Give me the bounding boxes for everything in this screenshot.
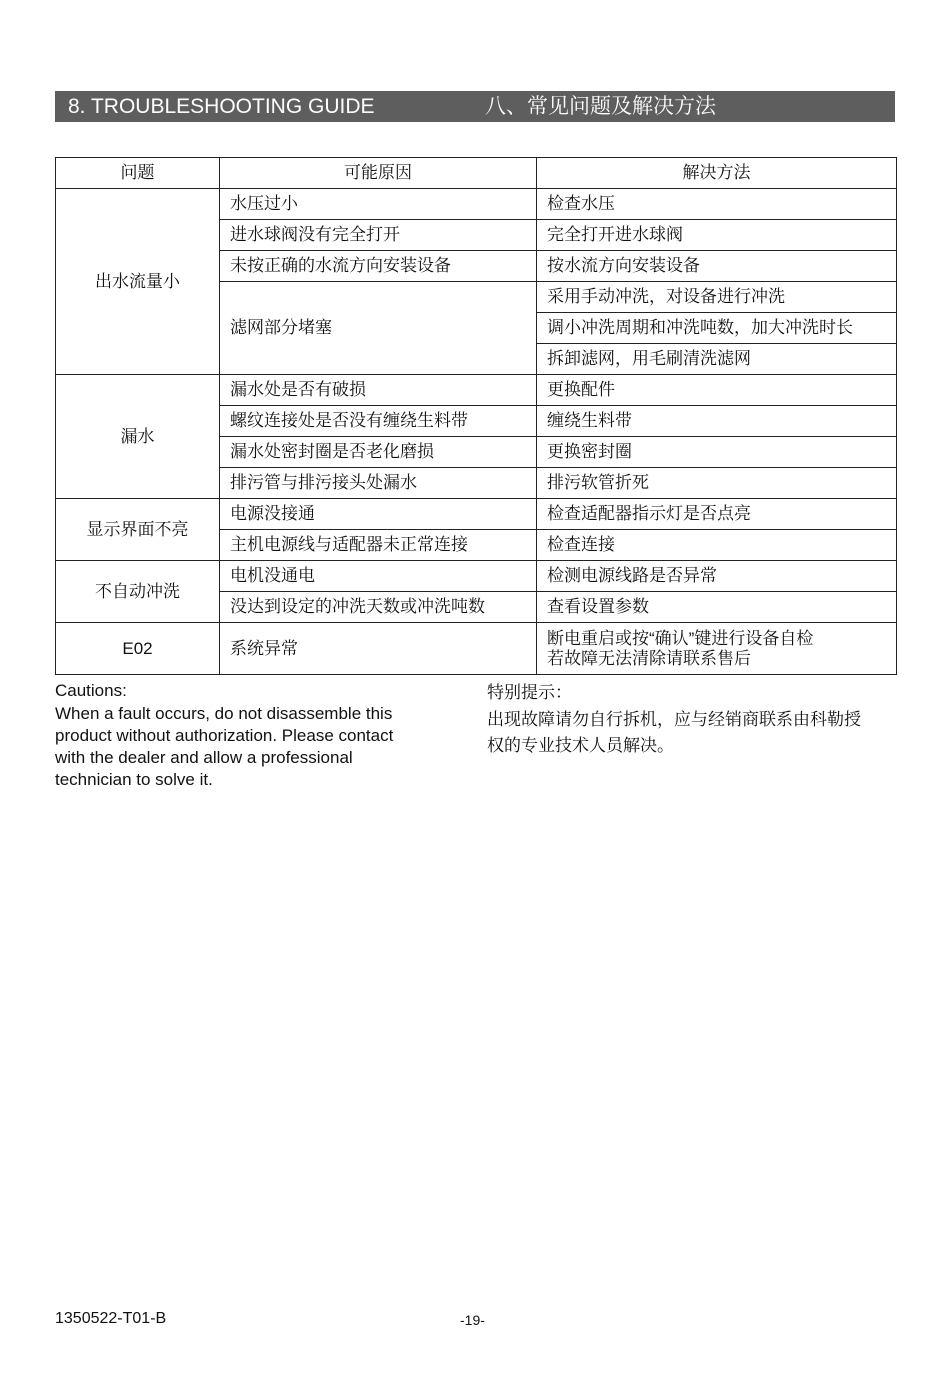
cause-cell: 漏水处密封圈是否老化磨损 [220, 437, 537, 468]
solution-line: 若故障无法清除请联系售后 [547, 648, 751, 668]
cause-cell: 电源没接通 [220, 499, 537, 530]
cause-cell: 主机电源线与适配器未正常连接 [220, 530, 537, 561]
solution-cell: 完全打开进水球阀 [537, 220, 897, 251]
document-code: 1350522-T01-B [55, 1310, 167, 1327]
tips-line: 出现故障请勿自行拆机，应与经销商联系由科勒授 [487, 710, 861, 729]
solution-cell: 检查适配器指示灯是否点亮 [537, 499, 897, 530]
column-header-solution: 解决方法 [537, 158, 897, 189]
troubleshooting-table [55, 157, 897, 675]
solution-cell: 调小冲洗周期和冲洗吨数，加大冲洗时长 [537, 313, 897, 344]
cause-cell: 进水球阀没有完全打开 [220, 220, 537, 251]
section-title-en: 8. TROUBLESHOOTING GUIDE [68, 95, 375, 118]
tips-line: 权的专业技术人员解决。 [487, 736, 674, 755]
cautions-line: product without authorization. Please contact [55, 726, 394, 745]
solution-cell: 检测电源线路是否异常 [537, 561, 897, 592]
column-header-problem: 问题 [56, 158, 220, 189]
problem-cell: 显示界面不亮 [56, 499, 220, 561]
solution-cell: 拆卸滤网，用毛刷清洗滤网 [537, 344, 897, 375]
table-header-row [56, 158, 897, 189]
section-header-bar [55, 91, 895, 122]
cautions-title: Cautions: [55, 681, 127, 700]
table-row [56, 375, 897, 406]
cautions-line: with the dealer and allow a professional [55, 748, 353, 767]
cause-cell: 没达到设定的冲洗天数或冲洗吨数 [220, 592, 537, 623]
cause-cell: 电机没通电 [220, 561, 537, 592]
problem-cell: 出水流量小 [56, 189, 220, 375]
special-tips-block [487, 680, 897, 759]
table-row [56, 623, 897, 675]
problem-cell: E02 [56, 623, 220, 675]
tips-title: 特别提示： [487, 683, 572, 702]
solution-cell: 排污软管折死 [537, 468, 897, 499]
cautions-line: When a fault occurs, do not disassemble this [55, 704, 393, 723]
cause-cell: 水压过小 [220, 189, 537, 220]
cautions-block [55, 680, 435, 791]
solution-line: 断电重启或按“确认”键进行设备自检 [547, 628, 814, 648]
solution-cell: 按水流方向安装设备 [537, 251, 897, 282]
cause-cell: 排污管与排污接头处漏水 [220, 468, 537, 499]
section-title-zh: 八、常见问题及解决方法 [485, 95, 716, 118]
solution-cell: 采用手动冲洗，对设备进行冲洗 [537, 282, 897, 313]
cause-cell: 系统异常 [220, 623, 537, 675]
solution-cell: 缠绕生料带 [537, 406, 897, 437]
solution-cell: 检查连接 [537, 530, 897, 561]
cautions-line: technician to solve it. [55, 770, 213, 789]
problem-cell: 漏水 [56, 375, 220, 499]
column-header-cause: 可能原因 [220, 158, 537, 189]
cause-cell: 未按正确的水流方向安装设备 [220, 251, 537, 282]
page-number: -19- [460, 1312, 485, 1328]
solution-cell: 查看设置参数 [537, 592, 897, 623]
cause-cell: 滤网部分堵塞 [220, 282, 537, 375]
table-row [56, 561, 897, 592]
table-row [56, 189, 897, 220]
cause-cell: 螺纹连接处是否没有缠绕生料带 [220, 406, 537, 437]
table-row [56, 499, 897, 530]
solution-cell: 检查水压 [537, 189, 897, 220]
solution-cell [537, 623, 897, 675]
problem-cell: 不自动冲洗 [56, 561, 220, 623]
cause-cell: 漏水处是否有破损 [220, 375, 537, 406]
solution-cell: 更换密封圈 [537, 437, 897, 468]
solution-cell: 更换配件 [537, 375, 897, 406]
